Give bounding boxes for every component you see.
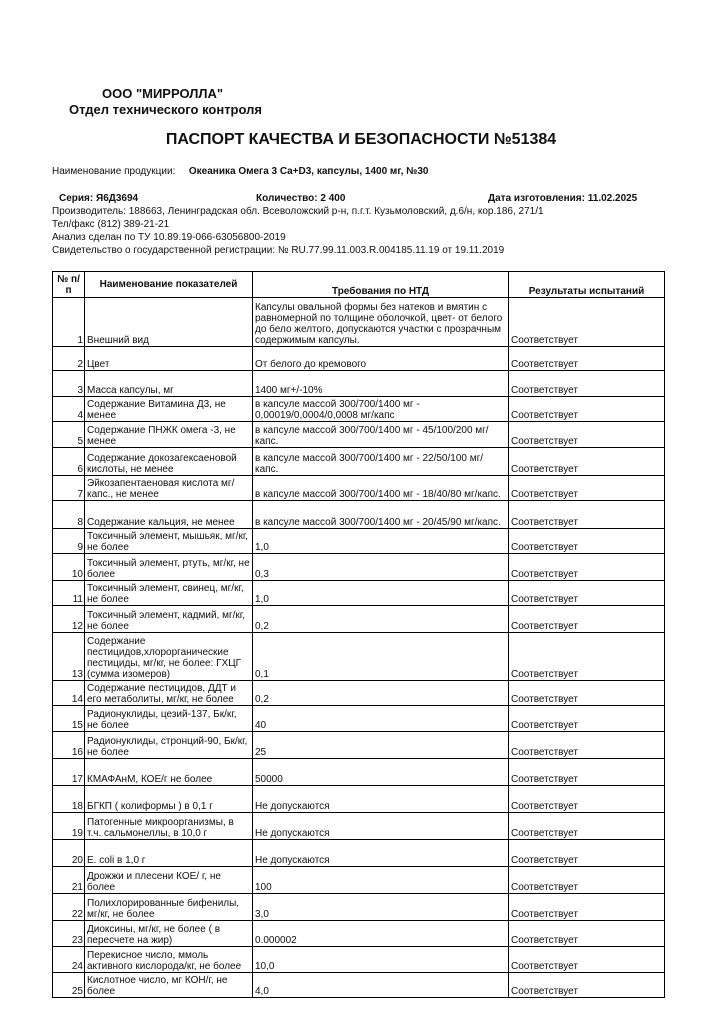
row-indicator-name: Дрожжи и плесени КОЕ/ г, не более [85,867,253,894]
table-row [53,501,665,529]
row-result: Соответствует [509,298,665,347]
table-row [53,759,665,786]
row-number: 22 [53,894,85,921]
row-result: Соответствует [509,921,665,947]
row-result: Соответствует [509,840,665,867]
row-indicator-name: Радионуклиды, стронций-90, Бк/кг, не более [85,732,253,759]
row-requirement: Не допускаются [253,840,509,867]
table-row [53,947,665,973]
header-results: Результаты испытаний [509,272,665,298]
row-number: 10 [53,554,85,581]
row-indicator-name: КМАФАнМ, КОЕ/г не более [85,759,253,786]
header-requirements: Требования по НТД [253,272,509,298]
table-row [53,840,665,867]
manufacturer-line [52,206,544,217]
row-requirement: От белого до кремового [253,347,509,371]
row-requirement: 0,1 [253,633,509,681]
row-result: Соответствует [509,606,665,633]
row-requirement: 0,3 [253,554,509,581]
row-indicator-name: Патогенные микроорганизмы, в т.ч. сальмонеллы, в 10,0 г [85,813,253,840]
row-requirement: 100 [253,867,509,894]
row-result: Соответствует [509,706,665,732]
row-indicator-name: Содержание пестицидов,хлорорганические пестициды, мг/кг, не более: ГХЦГ (сумма изомеров) [85,633,253,681]
table-row [53,973,665,998]
row-requirement: в капсуле массой 300/700/1400 мг - 45/100/200 мг/капс. [253,422,509,448]
phone-line: Тел/факс (812) 389-21-21 [52,219,170,230]
row-requirement: 0.000002 [253,921,509,947]
certificate-line: Свидетельство о государственной регистрации: № RU.77.99.11.003.R.004185.11.19 от 19.11.2019 [52,245,505,256]
row-number: 12 [53,606,85,633]
row-indicator-name: Токсичный элемент, мышьяк, мг/кг, не более [85,529,253,554]
row-number: 4 [53,397,85,422]
row-indicator-name: Радионуклиды, цезий-137, Бк/кг, не более [85,706,253,732]
row-indicator-name: Кислотное число, мг КОН/г, не более [85,973,253,998]
row-requirement: в капсуле массой 300/700/1400 мг - 18/40/80 мг/капс. [253,476,509,501]
row-indicator-name: Токсичный элемент, кадмий, мг/кг, не более [85,606,253,633]
row-requirement: 25 [253,732,509,759]
row-requirement: 1,0 [253,529,509,554]
row-requirement: 4,0 [253,973,509,998]
row-result: Соответствует [509,554,665,581]
row-requirement: 1400 мг+/-10% [253,371,509,397]
row-indicator-name: Перекисное число, ммоль активного кислорода/кг, не более [85,947,253,973]
product-label: Наименование продукции: [52,166,176,177]
row-number: 23 [53,921,85,947]
row-number: 18 [53,786,85,813]
row-result: Соответствует [509,529,665,554]
row-number: 14 [53,681,85,706]
quantity-line [256,193,345,204]
row-indicator-name: Содержание ПНЖК омега -3, не менее [85,422,253,448]
row-indicator-name: Полихлорированные бифенилы, мг/кг, не более [85,894,253,921]
row-indicator-name: Цвет [85,347,253,371]
header-name: Наименование показателей [85,272,253,298]
row-number: 16 [53,732,85,759]
row-requirement: Не допускаются [253,786,509,813]
row-result: Соответствует [509,581,665,606]
series-value: Я6Д3694 [96,193,139,204]
row-number: 2 [53,347,85,371]
table-row [53,786,665,813]
document-title: ПАСПОРТ КАЧЕСТВА И БЕЗОПАСНОСТИ №51384 [165,131,557,148]
row-number: 15 [53,706,85,732]
row-requirement: Капсулы овальной формы без натеков и вмятин с равномерной по толщине оболочкой, цвет- от белого до бело желтого, допускаются участки с прозрачным содержимым капсулы. [253,298,509,347]
row-result: Соответствует [509,759,665,786]
table-row [53,347,665,371]
row-result: Соответствует [509,633,665,681]
row-number: 9 [53,529,85,554]
table-row [53,681,665,706]
row-result: Соответствует [509,732,665,759]
table-header-row [53,272,665,298]
row-requirement: Не допускаются [253,813,509,840]
row-number: 13 [53,633,85,681]
row-indicator-name: Масса капсулы, мг [85,371,253,397]
row-result: Соответствует [509,786,665,813]
row-indicator-name: E. coli в 1,0 г [85,840,253,867]
row-indicator-name: Токсичный элемент, ртуть, мг/кг, не более [85,554,253,581]
row-result: Соответствует [509,501,665,529]
row-requirement: 10,0 [253,947,509,973]
row-result: Соответствует [509,422,665,448]
row-indicator-name: Содержание пестицидов, ДДТ и его метаболиты, мг/кг, не более [85,681,253,706]
row-result: Соответствует [509,397,665,422]
row-requirement: 40 [253,706,509,732]
row-requirement: в капсуле массой 300/700/1400 мг - 0,00019/0,0004/0,0008 мг/капс [253,397,509,422]
row-result: Соответствует [509,476,665,501]
row-number: 1 [53,298,85,347]
product-line [52,166,428,177]
row-requirement: 0,2 [253,681,509,706]
analysis-line: Анализ сделан по ТУ 10.89.19-066-63056800-2019 [52,232,286,243]
row-number: 19 [53,813,85,840]
row-result: Соответствует [509,347,665,371]
date-label: Дата изготовления: [488,193,585,204]
row-requirement: в капсуле массой 300/700/1400 мг - 22/50/100 мг/капс. [253,448,509,476]
date-line [488,193,637,204]
row-requirement: 3,0 [253,894,509,921]
row-indicator-name: Токсичный элемент, свинец, мг/кг, не более [85,581,253,606]
table-row [53,448,665,476]
row-number: 8 [53,501,85,529]
series-line [59,193,138,204]
table-row [53,706,665,732]
table-row [53,606,665,633]
row-result: Соответствует [509,867,665,894]
row-number: 17 [53,759,85,786]
row-indicator-name: Диоксины, мг/кг, не более ( в пересчете на жир) [85,921,253,947]
row-result: Соответствует [509,448,665,476]
table-row [53,813,665,840]
row-requirement: 1,0 [253,581,509,606]
row-result: Соответствует [509,371,665,397]
department-name: Отдел технического контроля [69,102,262,117]
series-label: Серия: [59,193,94,204]
row-requirement: в капсуле массой 300/700/1400 мг - 20/45/90 мг/капс. [253,501,509,529]
table-row [53,371,665,397]
table-row [53,894,665,921]
row-result: Соответствует [509,813,665,840]
quantity-value: 2 400 [320,193,346,204]
quality-table [52,271,665,998]
row-indicator-name: Внешний вид [85,298,253,347]
date-value: 11.02.2025 [587,193,638,204]
product-value: Океаника Омега 3 Ca+D3, капсулы, 1400 мг, №30 [188,166,429,177]
header-num: № п/п [53,272,85,298]
manufacturer-label: Производитель: [52,206,126,217]
row-requirement: 0,2 [253,606,509,633]
quantity-label: Количество: [256,193,318,204]
table-row [53,581,665,606]
row-number: 11 [53,581,85,606]
row-indicator-name: БГКП ( колиформы ) в 0,1 г [85,786,253,813]
table-row [53,921,665,947]
row-number: 3 [53,371,85,397]
row-number: 25 [53,973,85,998]
row-number: 5 [53,422,85,448]
table-row [53,422,665,448]
table-row [53,476,665,501]
row-result: Соответствует [509,894,665,921]
row-result: Соответствует [509,947,665,973]
company-name: ООО "МИРРОЛЛА" [102,86,224,101]
table-row [53,397,665,422]
row-indicator-name: Содержание докозагексаеновой кислоты, не менее [85,448,253,476]
table-row [53,554,665,581]
row-indicator-name: Содержание Витамина Д3, не менее [85,397,253,422]
row-number: 24 [53,947,85,973]
row-number: 6 [53,448,85,476]
table-row [53,732,665,759]
row-indicator-name: Содержание кальция, не менее [85,501,253,529]
row-result: Соответствует [509,681,665,706]
row-requirement: 50000 [253,759,509,786]
row-number: 20 [53,840,85,867]
row-number: 21 [53,867,85,894]
table-row [53,867,665,894]
table-row [53,529,665,554]
table-row [53,298,665,347]
row-number: 7 [53,476,85,501]
table-row [53,633,665,681]
row-result: Соответствует [509,973,665,998]
row-indicator-name: Эйкозапентаеновая кислота мг/капс., не менее [85,476,253,501]
manufacturer-value: 188663, Ленинградская обл. Всеволожский р-н, п.г.т. Кузьмоловский, д.6/н, кор.186, 271/1 [128,206,544,217]
